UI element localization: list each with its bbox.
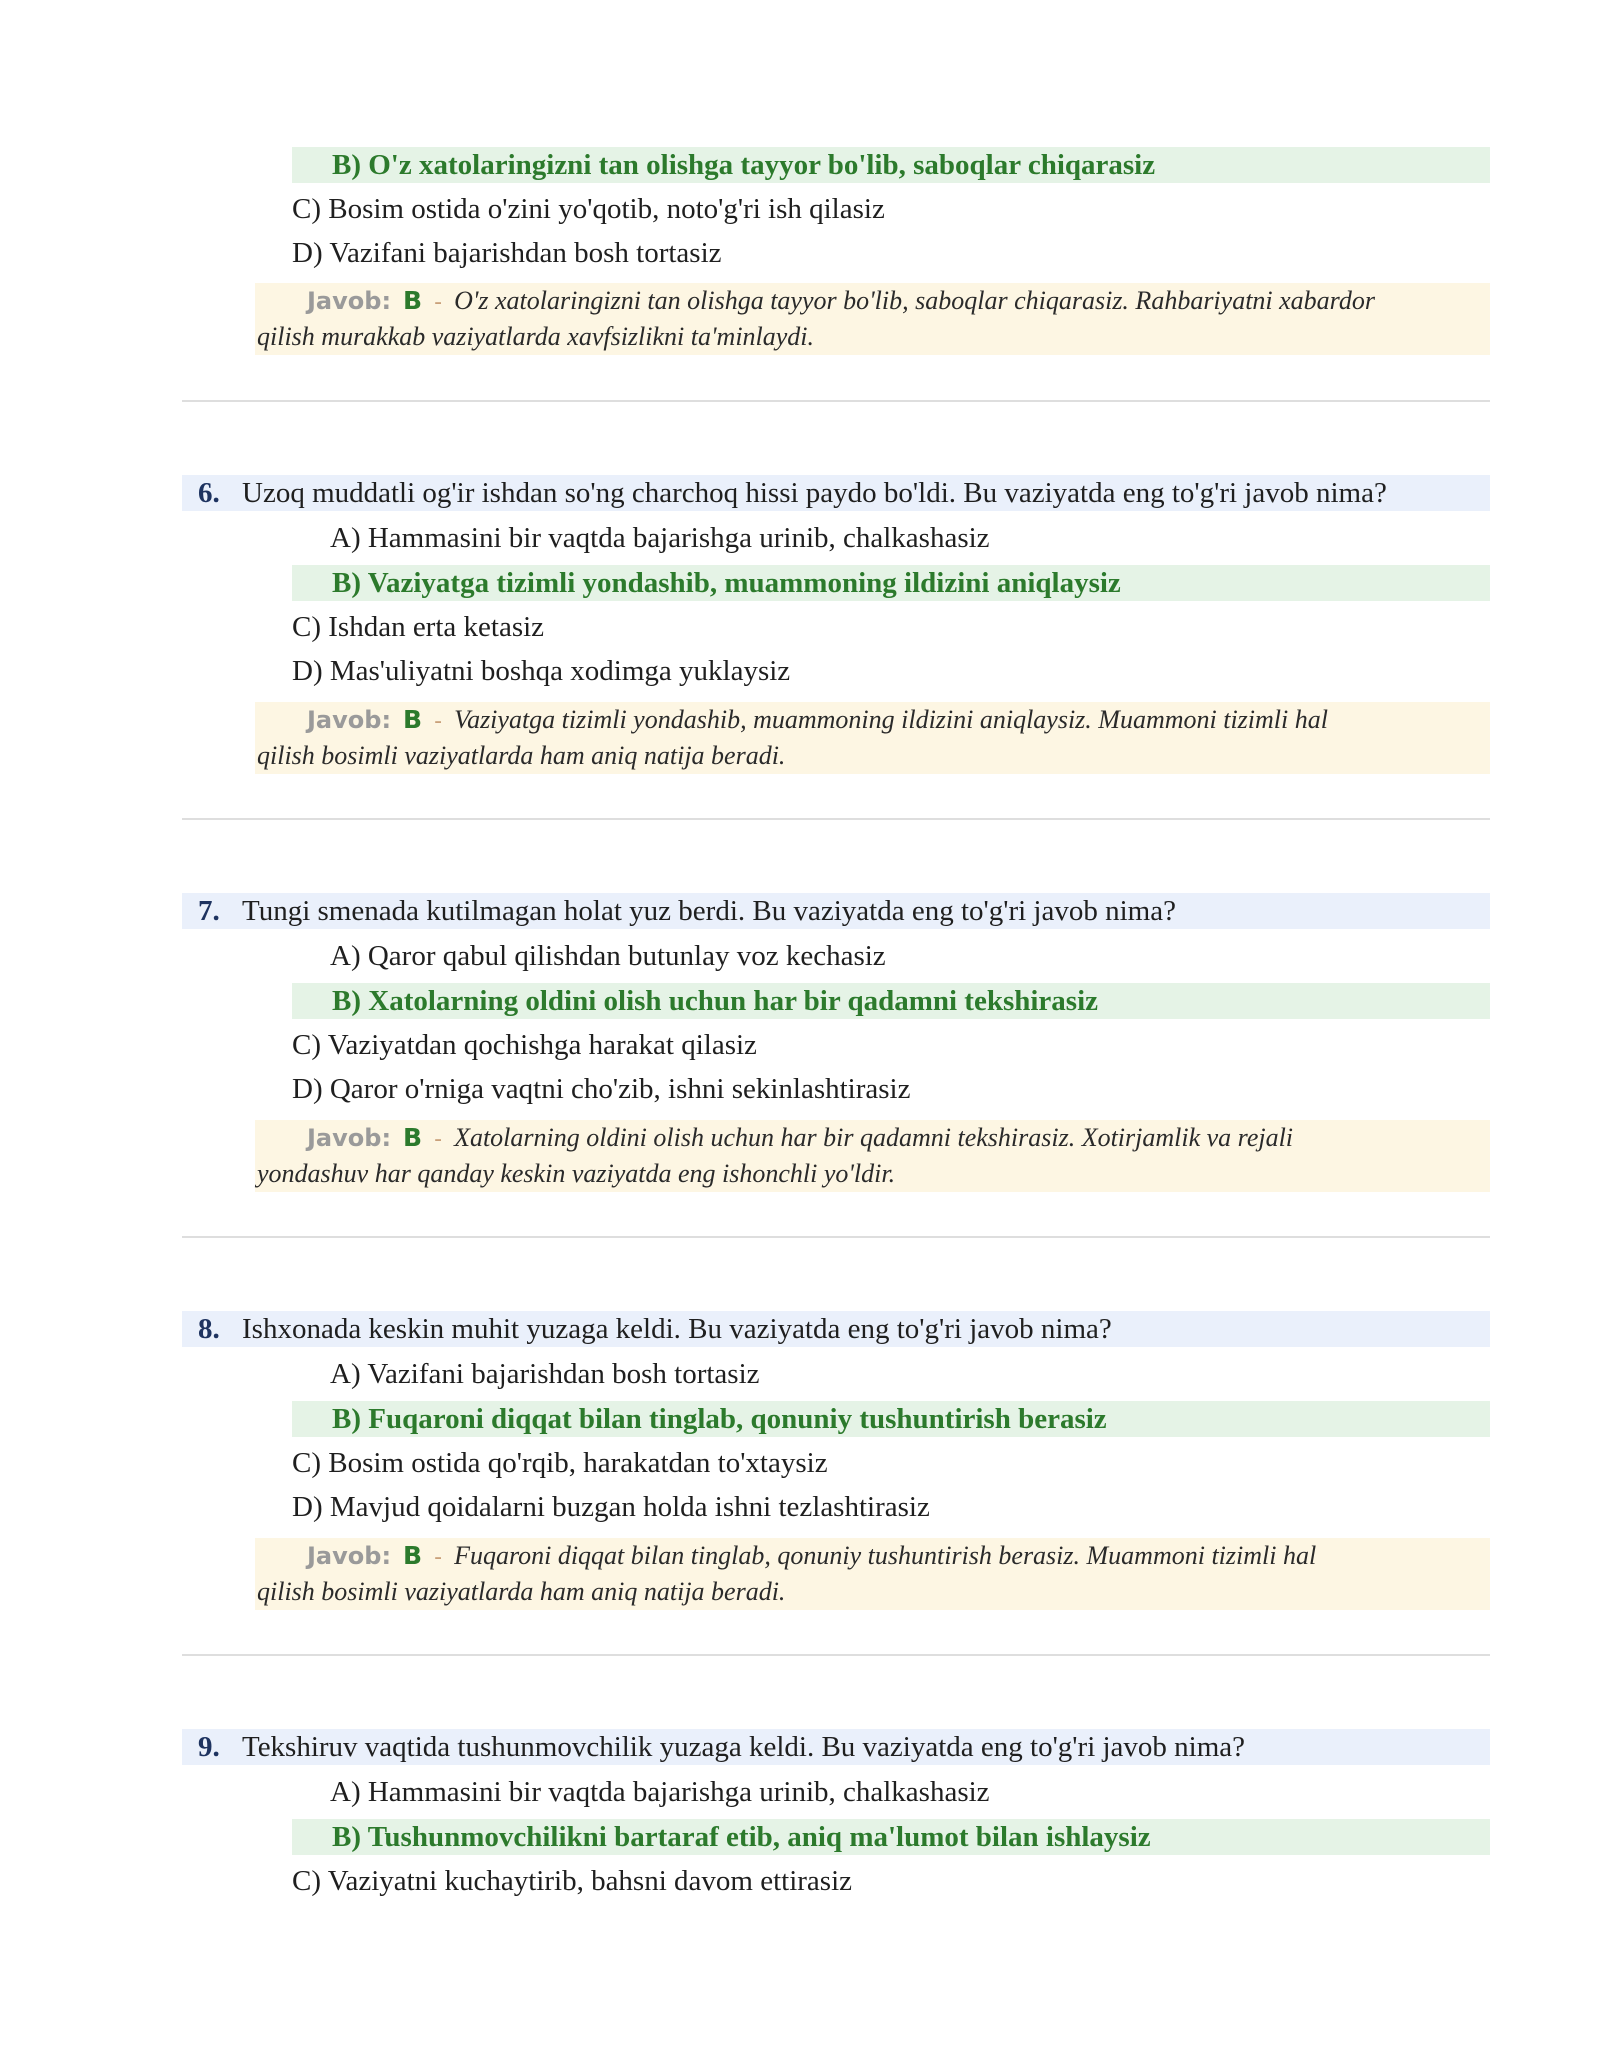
answer-box	[255, 1538, 1490, 1610]
option-d: D) Mas'uliyatni boshqa xodimga yuklaysiz	[292, 655, 791, 687]
question-number: 7.	[198, 895, 220, 927]
correct-option	[292, 983, 1490, 1019]
option-c: C) Ishdan erta ketasiz	[292, 611, 545, 643]
answer-dash: -	[434, 1127, 443, 1152]
question-text: Uzoq muddatli og'ir ishdan so'ng charchoq hissi paydo bo'ldi. Bu vaziyatda eng to'g'ri javob nima?	[242, 477, 1387, 509]
correct-option	[292, 147, 1490, 183]
answer-text-continued: qilish bosimli vaziyatlarda ham aniq natija beradi.	[257, 1577, 786, 1606]
answer-text: Vaziyatga tizimli yondashib, muammoning ildizini aniqlaysiz. Muammoni tizimli hal	[454, 705, 1328, 734]
option-label: B) Vaziyatga tizimli yondashib, muammoning ildizini aniqlaysiz	[332, 567, 1121, 599]
option-a: A) Vazifani bajarishdan bosh tortasiz	[330, 1358, 760, 1390]
answer-dash: -	[434, 709, 443, 734]
option-c: C) Vaziyatdan qochishga harakat qilasiz	[292, 1029, 757, 1061]
question-number: 6.	[198, 477, 220, 509]
answer-dash: -	[434, 1545, 443, 1570]
question-text: Tekshiruv vaqtida tushunmovchilik yuzaga keldi. Bu vaziyatda eng to'g'ri javob nima?	[242, 1731, 1246, 1763]
question-text: Tungi smenada kutilmagan holat yuz berdi. Bu vaziyatda eng to'g'ri javob nima?	[242, 895, 1176, 927]
option-c: C) Bosim ostida qo'rqib, harakatdan to'xtaysiz	[292, 1447, 828, 1479]
answer-label: Javob:	[307, 706, 392, 734]
question-text: Ishxonada keskin muhit yuzaga keldi. Bu vaziyatda eng to'g'ri javob nima?	[242, 1313, 1112, 1345]
answer-label: Javob:	[307, 287, 392, 315]
option-a: A) Qaror qabul qilishdan butunlay voz kechasiz	[330, 940, 886, 972]
answer-letter: B	[403, 705, 423, 734]
option-label: B) Tushunmovchilikni bartaraf etib, aniq ma'lumot bilan ishlaysiz	[332, 1821, 1151, 1853]
answer-text: O'z xatolaringizni tan olishga tayyor bo'lib, saboqlar chiqarasiz. Rahbariyatni xabardor	[454, 286, 1375, 315]
answer-text-continued: qilish bosimli vaziyatlarda ham aniq natija beradi.	[257, 741, 786, 770]
divider	[182, 1654, 1490, 1656]
option-label: B) Xatolarning oldini olish uchun har bir qadamni tekshirasiz	[332, 985, 1099, 1017]
option-label: B) Fuqaroni diqqat bilan tinglab, qonuniy tushuntirish berasiz	[332, 1403, 1107, 1435]
answer-dash: -	[434, 290, 443, 315]
option-a: A) Hammasini bir vaqtda bajarishga urinib, chalkashasiz	[330, 522, 990, 554]
question-9	[182, 1729, 1490, 1765]
option-c: C) Bosim ostida o'zini yo'qotib, noto'g'ri ish qilasiz	[292, 193, 885, 225]
answer-box	[255, 1120, 1490, 1192]
divider	[182, 1236, 1490, 1238]
answer-text: Xatolarning oldini olish uchun har bir qadamni tekshirasiz. Xotirjamlik va rejali	[454, 1123, 1294, 1152]
option-a: A) Hammasini bir vaqtda bajarishga urinib, chalkashasiz	[330, 1776, 990, 1808]
answer-letter: B	[403, 1541, 423, 1570]
answer-text-continued: qilish murakkab vaziyatlarda xavfsizlikni ta'minlaydi.	[257, 322, 815, 351]
question-number: 9.	[198, 1731, 220, 1763]
divider	[182, 818, 1490, 820]
answer-text: Fuqaroni diqqat bilan tinglab, qonuniy tushuntirish berasiz. Muammoni tizimli hal	[454, 1541, 1317, 1570]
question-8	[182, 1311, 1490, 1347]
answer-label: Javob:	[307, 1542, 392, 1570]
question-6	[182, 475, 1490, 511]
correct-option	[292, 565, 1490, 601]
question-7	[182, 893, 1490, 929]
answer-box	[255, 283, 1490, 355]
question-number: 8.	[198, 1313, 220, 1345]
answer-letter: B	[403, 1123, 423, 1152]
answer-letter: B	[403, 286, 423, 315]
option-d: D) Qaror o'rniga vaqtni cho'zib, ishni sekinlashtirasiz	[292, 1073, 911, 1105]
correct-option	[292, 1819, 1490, 1855]
correct-option	[292, 1401, 1490, 1437]
option-c: C) Vaziyatni kuchaytirib, bahsni davom ettirasiz	[292, 1865, 852, 1897]
option-label: B) O'z xatolaringizni tan olishga tayyor bo'lib, saboqlar chiqarasiz	[332, 149, 1156, 181]
divider	[182, 400, 1490, 402]
answer-label: Javob:	[307, 1124, 392, 1152]
option-d: D) Vazifani bajarishdan bosh tortasiz	[292, 237, 722, 269]
answer-text-continued: yondashuv har qanday keskin vaziyatda eng ishonchli yo'ldir.	[257, 1159, 896, 1188]
answer-box	[255, 702, 1490, 774]
option-d: D) Mavjud qoidalarni buzgan holda ishni tezlashtirasiz	[292, 1491, 930, 1523]
